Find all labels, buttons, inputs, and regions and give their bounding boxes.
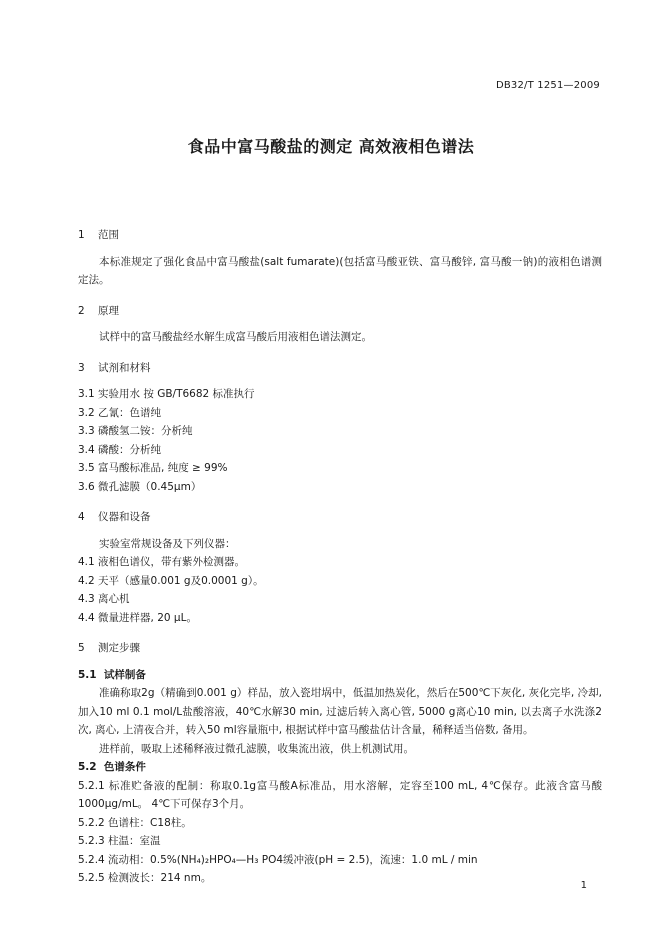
section-number: 3 [78,361,85,374]
subsection-heading [78,666,602,685]
list-item: 5.2.5 检测波长：214 nm。 [78,872,212,884]
section-paragraph: 进样前，吸取上述稀释液过微孔滤膜，收集流出液，供上机测试用。 [99,742,414,755]
list-item: 3.6 微孔滤膜（0.45μm） [78,480,202,493]
section-title: 仪器和设备 [98,511,151,523]
section-title: 原理 [98,304,119,317]
section-paragraph: 本标准规定了强化食品中富马酸盐(salt fumarate)(包括富马酸亚铁、富马酸锌, 富马酸一钠)的液相色谱测定法。 [78,255,602,286]
list-item: 5.2.1 标准贮备液的配制：称取0.1g富马酸A标准品，用水溶解，定容至100 mL, 4℃保存。此液含富马酸1000μg/mL。 4℃下可保存3个月。 [78,779,602,810]
section-heading [78,639,602,658]
list-item: 3.2 乙氰：色谱纯 [78,406,162,419]
section-title: 测定步骤 [98,642,140,654]
list-item: 3.4 磷酸：分析纯 [78,443,162,456]
section-heading [78,359,602,378]
list-item: 3.5 富马酸标准品, 纯度 ≥ 99% [78,462,228,474]
list-item: 5.2.4 流动相：0.5%(NH₄)₂HPO₄—H₃ PO4缓冲液(pH = 2.5)，流速：1.0 mL / min [78,853,478,866]
subsection-title: 色谱条件 [103,761,146,773]
subsection-number: 5.2 [78,761,97,773]
section-heading [78,226,602,245]
section-number: 1 [78,229,85,241]
section-heading [78,508,602,527]
section-title: 试剂和材料 [98,361,151,374]
list-item: 3.1 实验用水 按 GB/T6682 标准执行 [78,388,255,400]
list-item: 4.3 离心机 [78,593,130,605]
list-item: 5.2.2 色谱柱：C18柱。 [78,816,192,829]
doc-code: DB32/T 1251—2009 [495,80,600,91]
section-paragraph: 准确称取2g（精确到0.001 g）样品，放入瓷坩埚中，低温加热炭化，然后在500℃下灰化, 灰化完毕, 冷却, 加入10 ml 0.1 mol/L盐酸溶液，40℃水解30 min, 过滤后转入离心管, 5000 g离心10 min, 以去离子水洗涤2次, 离心, 上清夜合并，转入50 ml容量瓶中, 根据试样中富马酸盐估计含量，稀释适当倍数, 备用。 [78,687,602,736]
section-number: 4 [78,511,85,523]
list-item: 3.3 磷酸氢二铵：分析纯 [78,425,193,437]
subsection-title: 试样制备 [103,668,146,681]
list-item: 4.4 微量进样器, 20 μL。 [78,611,197,624]
page-title: 食品中富马酸盐的测定 高效液相色谱法 [187,137,475,156]
subsection-heading [78,758,602,777]
section-heading [78,302,602,321]
list-item: 4.1 液相色谱仪，带有紫外检测器。 [78,556,246,568]
document-body [78,220,602,888]
section-title: 范围 [98,229,119,241]
section-paragraph: 实验室常规设备及下列仪器： [99,537,236,550]
list-item: 4.2 天平（感量0.001 g及0.0001 g）。 [78,574,264,587]
section-paragraph: 试样中的富马酸盐经水解生成富马酸后用液相色谱法测定。 [99,331,372,343]
section-number: 5 [78,642,85,654]
subsection-number: 5.1 [78,668,97,681]
list-item: 5.2.3 柱温：室温 [78,835,161,847]
section-number: 2 [78,304,85,317]
page-number: 1 [580,880,587,891]
